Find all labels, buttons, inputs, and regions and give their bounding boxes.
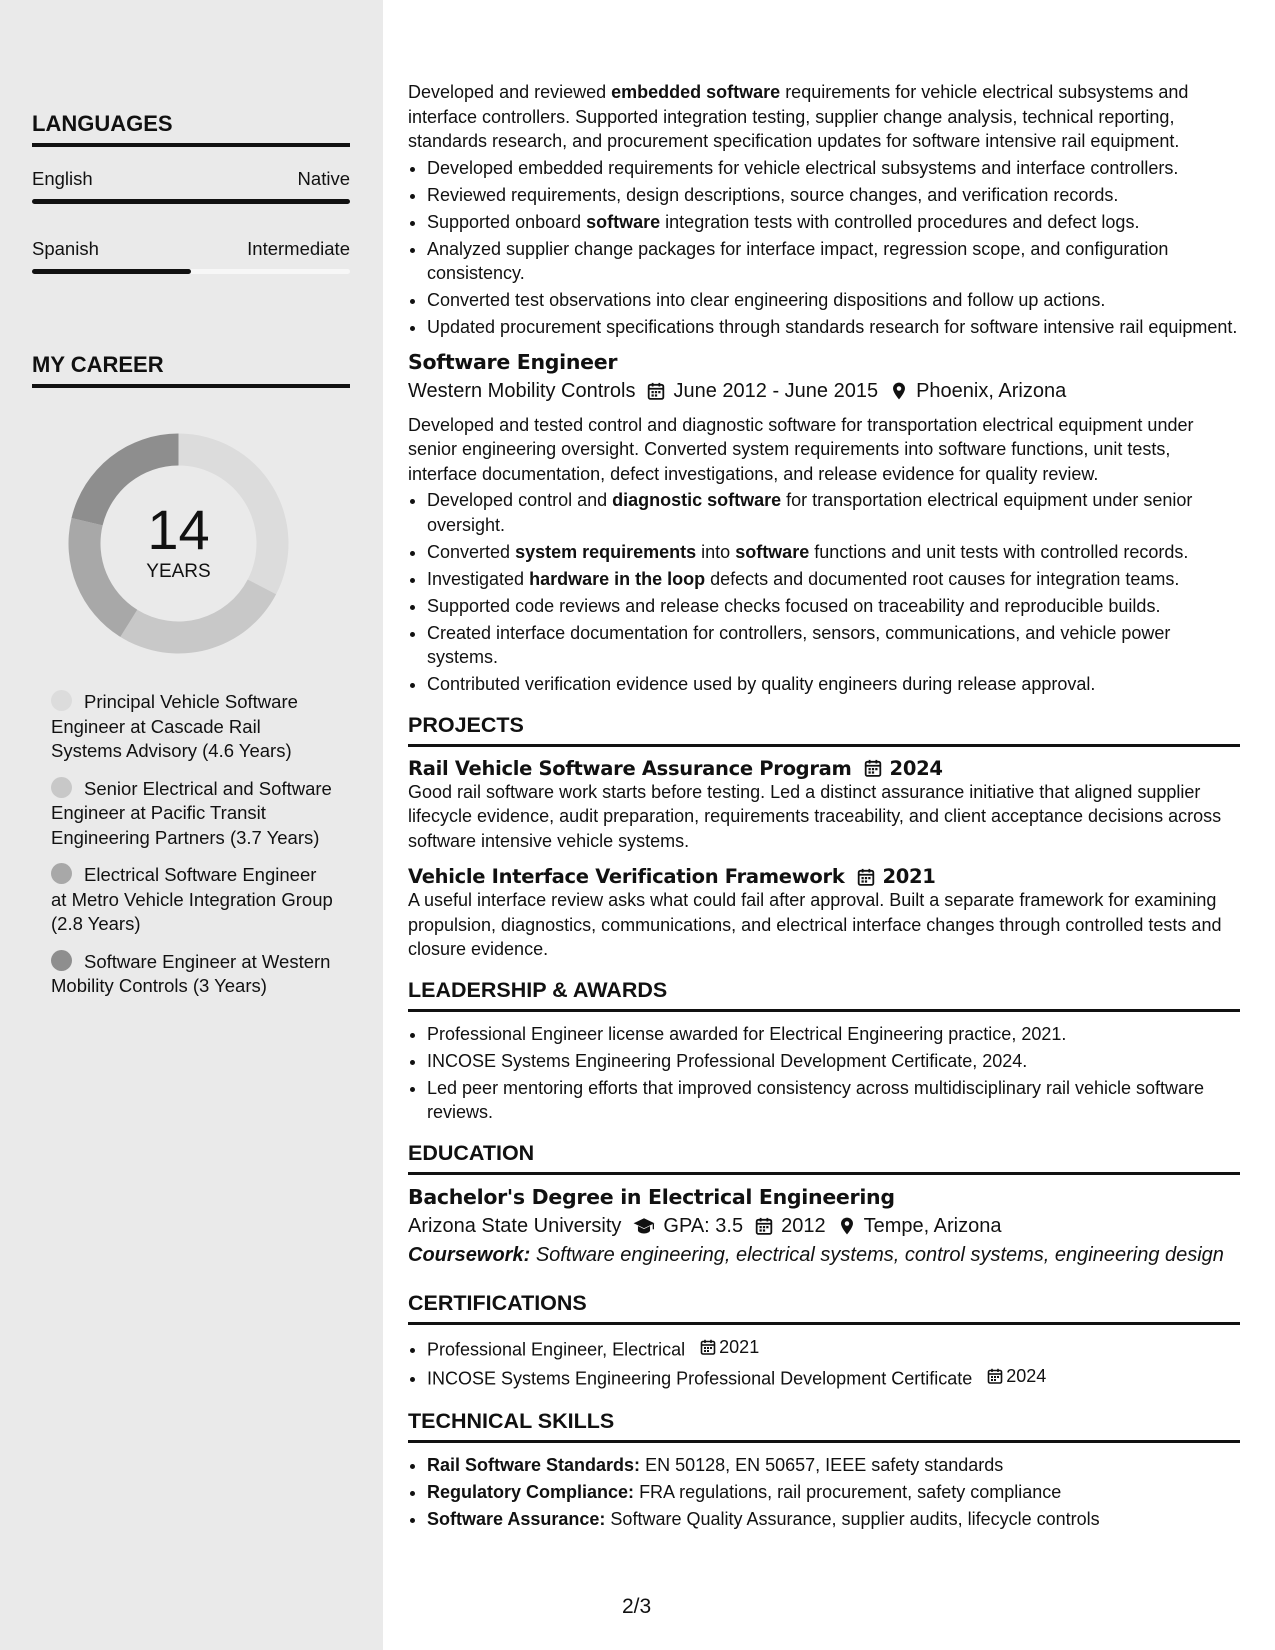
career-heading: MY CAREER	[32, 352, 350, 388]
career-item-text: Electrical Software Engineer at Metro Vehicle Integration Group (2.8 Years)	[51, 864, 333, 934]
skill-label: Rail Software Standards:	[427, 1454, 641, 1475]
job-bullet: • Supported onboard software integration tests with controlled procedures and defect logs.	[427, 210, 1240, 235]
project-description: Good rail software work starts before testing. Led a distinct assurance initiative that aligned supplier lifecycle evidence, audit preparation, requirements traceability, and client acceptance decisions across software intensive vehicle systems.	[408, 781, 1222, 851]
language-level: Intermediate	[247, 238, 350, 259]
leadership-bullet: • INCOSE Systems Engineering Professional Development Certificate, 2024.	[427, 1049, 1240, 1074]
job-bullet: • Updated procurement specifications through standards research for software intensive rail equipment.	[427, 315, 1240, 340]
job-bullet: • Created interface documentation for controllers, sensors, communications, and vehicle power systems.	[427, 621, 1240, 670]
job-location: Phoenix, Arizona	[916, 379, 1067, 402]
career-list	[51, 690, 336, 1012]
job-bullets	[408, 488, 1240, 697]
certification-name: INCOSE Systems Engineering Professional Development Certificate	[427, 1368, 973, 1388]
school-name: Arizona State University	[408, 1214, 622, 1237]
career-dot-icon	[51, 690, 72, 711]
calendar-icon	[700, 1339, 716, 1355]
languages-heading: LANGUAGES	[32, 111, 350, 147]
language-bar-fill	[32, 199, 350, 204]
education-heading: EDUCATION	[408, 1141, 1240, 1175]
certifications-list	[408, 1335, 1240, 1391]
projects-heading: PROJECTS	[408, 713, 1240, 747]
calendar-icon	[987, 1368, 1003, 1384]
career-dot-icon	[51, 950, 72, 971]
calendar-icon	[864, 759, 882, 777]
leadership-bullet: • Led peer mentoring efforts that improved consistency across multidisciplinary rail vehicle software reviews.	[427, 1076, 1240, 1125]
language-level: Native	[297, 168, 350, 189]
career-years-number: 14	[147, 497, 210, 561]
skills-list	[408, 1453, 1240, 1532]
job-summary: Developed and tested control and diagnostic software for transportation electrical equipment under senior engineering oversight. Converted system requirements into software functions, unit tests, interface documentation, defect investigations, and release evidence for quality review.	[408, 414, 1194, 484]
calendar-icon	[755, 1217, 773, 1235]
job-title: Software Engineer	[408, 349, 618, 374]
job-company: Western Mobility Controls	[408, 379, 636, 402]
location-pin-icon	[838, 1217, 856, 1235]
career-item	[51, 950, 336, 999]
degree-title: Bachelor's Degree in Electrical Engineering	[408, 1184, 895, 1209]
language-bar-spanish	[32, 269, 350, 274]
coursework	[408, 1244, 1240, 1267]
skill-item	[427, 1453, 1240, 1478]
job-bullet: • Investigated hardware in the loop defects and documented root causes for integration teams.	[427, 567, 1240, 592]
career-item	[51, 690, 336, 764]
job-bullet: • Converted system requirements into software functions and unit tests with controlled records.	[427, 540, 1240, 565]
career-item-text: Software Engineer at Western Mobility Controls (3 Years)	[51, 950, 331, 996]
project-title: Rail Vehicle Software Assurance Program	[408, 756, 852, 780]
project-title-row	[408, 865, 1240, 888]
skill-value: EN 50128, EN 50657, IEEE safety standards	[645, 1454, 1004, 1475]
job-bullet: • Contributed verification evidence used by quality engineers during release approval.	[427, 672, 1240, 697]
job-bullet: • Analyzed supplier change packages for interface impact, regression scope, and configuration consistency.	[427, 237, 1240, 286]
career-years-label: YEARS	[146, 560, 211, 582]
skill-label: Software Assurance:	[427, 1508, 606, 1529]
job-dates: June 2012 - June 2015	[673, 379, 879, 402]
job-bullet: • Reviewed requirements, design descriptions, source changes, and verification records.	[427, 183, 1240, 208]
project-description: A useful interface review asks what could fail after approval. Built a separate framework for examining propulsion, diagnostics, communications, and electrical interface changes through controlled tests and closure evidence.	[408, 890, 1222, 959]
project-year: 2024	[889, 756, 943, 780]
school-location: Tempe, Arizona	[863, 1214, 1002, 1237]
location-pin-icon	[890, 382, 908, 400]
career-dot-icon	[51, 863, 72, 884]
calendar-icon	[857, 868, 875, 886]
sidebar	[0, 0, 383, 1650]
job-bullet: • Supported code reviews and release checks focused on traceability and reproducible builds.	[427, 594, 1240, 619]
language-name: Spanish	[32, 238, 99, 259]
certification-name: Professional Engineer, Electrical	[427, 1338, 686, 1359]
leadership-heading: LEADERSHIP & AWARDS	[408, 978, 1240, 1012]
leadership-bullet: • Professional Engineer license awarded for Electrical Engineering practice, 2021.	[427, 1022, 1240, 1047]
skill-item	[427, 1480, 1240, 1505]
career-item	[51, 863, 336, 937]
job-meta	[408, 380, 1240, 403]
skill-value: Software Quality Assurance, supplier audits, lifecycle controls	[610, 1508, 1100, 1529]
coursework-label: Coursework:	[408, 1243, 531, 1266]
certifications-heading: CERTIFICATIONS	[408, 1291, 1240, 1325]
career-dot-icon	[51, 777, 72, 798]
certification-item	[427, 1364, 1240, 1391]
job-bullet: • Developed control and diagnostic software for transportation electrical equipment under senior oversight.	[427, 488, 1240, 537]
graduation-cap-icon	[633, 1217, 655, 1235]
language-name: English	[32, 168, 93, 189]
job-bullet: • Developed embedded requirements for vehicle electrical subsystems and interface controllers.	[427, 156, 1240, 181]
career-item-text: Principal Vehicle Software Engineer at Cascade Rail Systems Advisory (4.6 Years)	[51, 691, 298, 761]
calendar-icon	[647, 382, 665, 400]
certification-year: 2024	[1006, 1365, 1047, 1386]
skill-label: Regulatory Compliance:	[427, 1481, 635, 1502]
certification-item	[427, 1335, 1240, 1362]
job-bullets	[408, 156, 1240, 340]
skills-heading: TECHNICAL SKILLS	[408, 1409, 1240, 1443]
education-meta	[408, 1215, 1240, 1238]
certification-year: 2021	[719, 1336, 760, 1357]
project-title-row	[408, 757, 1240, 780]
skill-item	[427, 1507, 1240, 1532]
career-donut-chart	[66, 431, 291, 656]
main-content	[408, 80, 1240, 1534]
skill-value: FRA regulations, rail procurement, safety compliance	[639, 1481, 1062, 1502]
leadership-bullets	[408, 1022, 1240, 1125]
project-title: Vehicle Interface Verification Framework	[408, 865, 845, 888]
job-bullet: • Converted test observations into clear engineering dispositions and follow up actions.	[427, 288, 1240, 313]
career-item	[51, 777, 336, 851]
career-item-text: Senior Electrical and Software Engineer at Pacific Transit Engineering Partners (3.7 Years)	[51, 777, 332, 848]
job-summary: Developed and reviewed embedded software requirements for vehicle electrical subsystems and interface controllers. Supported integration testing, supplier change analysis, technical reporting, standards research, and procurement specification updates for software intensive rail equipment.	[408, 82, 1189, 151]
language-bar-english	[32, 199, 350, 204]
language-row-spanish	[32, 238, 350, 260]
page-number: 2/3	[622, 1595, 652, 1618]
language-row-english	[32, 168, 350, 190]
coursework-text: Software engineering, electrical systems, control systems, engineering design	[535, 1243, 1224, 1266]
gpa: GPA: 3.5	[663, 1214, 744, 1237]
language-bar-fill	[32, 269, 191, 274]
graduation-year: 2012	[781, 1214, 826, 1237]
project-year: 2021	[882, 865, 936, 888]
